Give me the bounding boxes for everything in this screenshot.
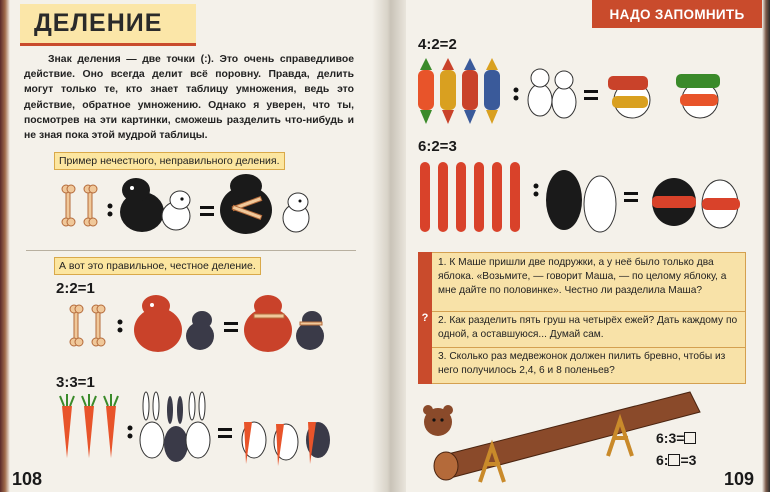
red-dog-icon (134, 295, 182, 352)
remember-header (592, 0, 762, 28)
note-unfair-division: Пример нечестного, неправильного деления. (54, 152, 285, 170)
question-mark-icon: ? (418, 252, 432, 384)
rabbit-with-carrot-icon (242, 422, 266, 464)
white-poodle-with-sausages-icon (702, 180, 740, 228)
divider (26, 250, 356, 251)
carrot-icon (82, 394, 96, 458)
black-dog-with-bones-icon (220, 174, 272, 234)
divider (432, 311, 746, 312)
rabbit-with-carrot-icon (274, 424, 298, 466)
bear-icon (423, 405, 453, 436)
carrot-icon (60, 394, 74, 458)
puzzle-2 (656, 452, 696, 468)
rabbit-with-carrot-icon (306, 422, 330, 464)
left-edge (0, 0, 10, 492)
book-gutter (372, 0, 406, 492)
candy-icon (440, 58, 456, 124)
rabbit-icon (186, 392, 210, 458)
divider (432, 347, 746, 348)
right-edge (762, 0, 770, 492)
rabbit-icon (140, 392, 164, 458)
unfair-division-illustration (56, 172, 316, 244)
white-dog-icon (162, 191, 190, 230)
black-poodle-with-sausages-icon (652, 178, 696, 226)
puzzle-2-result: =3 (680, 452, 697, 468)
mouse-icon (552, 71, 576, 118)
sausage-icon (438, 162, 448, 232)
fair-division-3-illustration (48, 388, 348, 478)
red-dog-with-bone-icon (244, 295, 292, 352)
puzzle-1-text: 6:3= (656, 430, 685, 446)
sausage-icon (492, 162, 502, 232)
equation-2-2: 2:2=1 (56, 280, 95, 297)
sad-white-dog-icon (283, 193, 309, 232)
candy-division-illustration (412, 56, 742, 132)
mouse-icon (528, 69, 552, 116)
dark-dog-with-bone-icon (296, 311, 324, 350)
candy-icon (418, 58, 434, 124)
page-title: ДЕЛЕНИЕ (34, 9, 163, 37)
candy-icon (462, 58, 478, 124)
rabbit-icon (164, 396, 188, 462)
black-poodle-icon (546, 170, 582, 230)
sausage-icon (510, 162, 520, 232)
sausage-icon (456, 162, 466, 232)
page-title-box (20, 4, 196, 46)
dark-dog-icon (186, 311, 214, 350)
equation-6-2: 6:2=3 (418, 138, 457, 155)
sausage-icon (474, 162, 484, 232)
puzzle-2-text: 6: (656, 452, 669, 468)
intro-paragraph: Знак деления — две точки (:). Это очень справедливое действие. Оно всегда делит всё поровну. Правда, делить могут только те, кто знает таблицу умножения, ведь это действие, обратное умножению. Однако я уверен, что ты, посмотрев на эти картинки, сможешь разделить что-нибудь и не зная пока этой мудрой таблицы. (24, 54, 354, 142)
note-fair-division: А вот это правильное, честное деление. (54, 257, 261, 275)
answer-box (668, 454, 680, 466)
mouse-with-candies-icon (608, 76, 650, 118)
answer-box (684, 432, 696, 444)
question-3: 3. Сколько раз медвежонок должен пилить бревно, чтобы из него получилось 2,4, 6 и 8 поленьев? (438, 351, 726, 376)
question-2: 2. Как разделить пять груш на четырёх ежей? Дать каждому по одной, а оставшуюся... Думай сам. (438, 315, 738, 340)
page-number-left: 108 (12, 469, 43, 489)
sausage-division-illustration (412, 156, 742, 246)
puzzle-1 (656, 430, 696, 446)
remember-header-label: НАДО ЗАПОМНИТЬ (609, 6, 745, 22)
question-1: 1. К Маше пришли две подружки, а у неё было только два яблока. «Возьмите, — говорит Маша, — по целому яблоку, а мне дайте по половинке». Честно ли разделила Маша? (438, 257, 727, 296)
carrot-icon (104, 394, 118, 458)
black-dog-icon (120, 178, 164, 232)
fair-division-2-illustration (64, 290, 334, 362)
mouse-with-candies-icon (676, 74, 720, 118)
page-number-right: 109 (724, 469, 755, 489)
bone-icon (84, 185, 97, 226)
equation-3-3: 3:3=1 (56, 374, 95, 391)
bone-icon (70, 305, 83, 346)
sausage-icon (420, 162, 430, 232)
white-poodle-icon (584, 176, 616, 232)
candy-icon (484, 58, 500, 124)
bone-icon (92, 305, 105, 346)
equation-4-2: 4:2=2 (418, 36, 457, 53)
bone-icon (62, 185, 75, 226)
